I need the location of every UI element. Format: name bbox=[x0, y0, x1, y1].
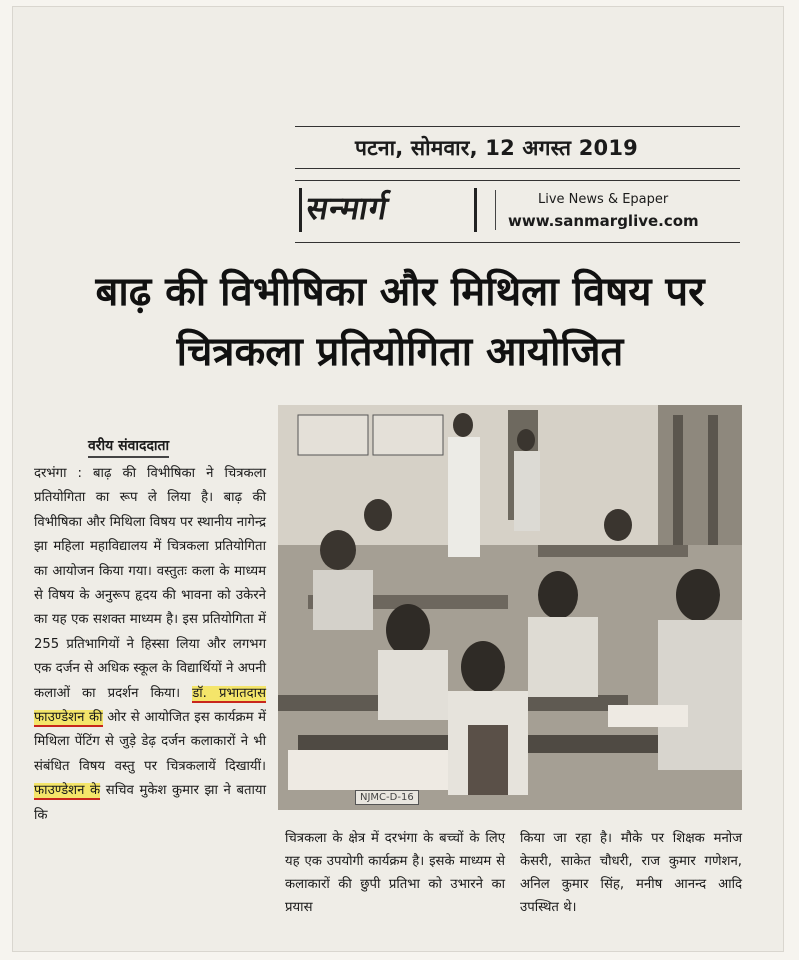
highlighted-foundation-name: डॉ. प्रभातदास फाउण्डेशन की bbox=[34, 685, 266, 726]
tagline: Live News & Epaper bbox=[538, 192, 669, 207]
masthead-top-rule bbox=[295, 126, 740, 127]
headline-line-2: चित्रकला प्रतियोगिता आयोजित bbox=[176, 329, 624, 375]
masthead-divider bbox=[495, 190, 496, 230]
byline: वरीय संवाददाता bbox=[88, 436, 169, 458]
column-1-text: दरभंगा : बाढ़ की विभीषिका ने चित्रकला प्रतियोगिता का रूप ले लिया है। बाढ़ की विभीषिका और मिथिला विषय पर स्थानीय नागेन्द्र झा महिला महाविद्यालय में चित्रकला प्रतियोगिता का आयोजन किया गया। वस्तुतः कला के माध्यम से विषय के अनुरूप हृदय की भावना को उकेरने का यह एक सशक्त माध्यम है। इस प्रतियोगिता में 255 प्रतिभागियों ने हिस्सा लिया और लगभग एक दर्जन से अधिक स्कूल के विद्यार्थियों ने अपनी कलाओं का प्रदर्शन किया। bbox=[34, 466, 266, 701]
masthead-bottom-rule bbox=[295, 242, 740, 243]
website-url: www.sanmarglive.com bbox=[508, 212, 699, 230]
masthead-second-rule bbox=[295, 180, 740, 181]
highlighted-foundation: फाउण्डेशन के bbox=[34, 783, 101, 799]
column-1-text-continued: ओर से आयोजित इस कार्यक्रम में मिथिला पेंटिंग से जुड़े डेढ़ दर्जन कलाकारों ने भी संबंधित विषय वस्तु पर चित्रकलायें दिखायीं। bbox=[34, 710, 266, 774]
article-column-3: किया जा रहा है। मौके पर शिक्षक मनोज केसरी, साकेत चौधरी, राज कुमार गणेशन, अनिल कुमार सिंह, मनीष आनन्द आदि उपस्थित थे। bbox=[520, 831, 742, 915]
article-photo bbox=[278, 405, 742, 810]
newspaper-logo: सन्मार्ग bbox=[303, 189, 392, 227]
article-column-2: चित्रकला के क्षेत्र में दरभंगा के बच्चों के लिए यह एक उपयोगी कार्यक्रम है। इसके माध्यम से कलाकारों की छुपी प्रतिभा को उभारने का प्रयास bbox=[285, 831, 505, 915]
desk-label: NJMC-D-16 bbox=[355, 790, 419, 805]
column-1-text-end: सचिव मुकेश कुमार झा ने बताया कि bbox=[34, 783, 266, 823]
masthead-middle-rule bbox=[295, 168, 740, 169]
classroom-photo-illustration bbox=[278, 405, 742, 810]
article-headline bbox=[40, 262, 760, 382]
masthead bbox=[295, 120, 740, 248]
dateline: पटना, सोमवार, 12 अगस्त 2019 bbox=[355, 136, 638, 160]
headline-line-1: बाढ़ की विभीषिका और मिथिला विषय पर bbox=[95, 269, 705, 315]
article-column-1 bbox=[34, 462, 266, 828]
